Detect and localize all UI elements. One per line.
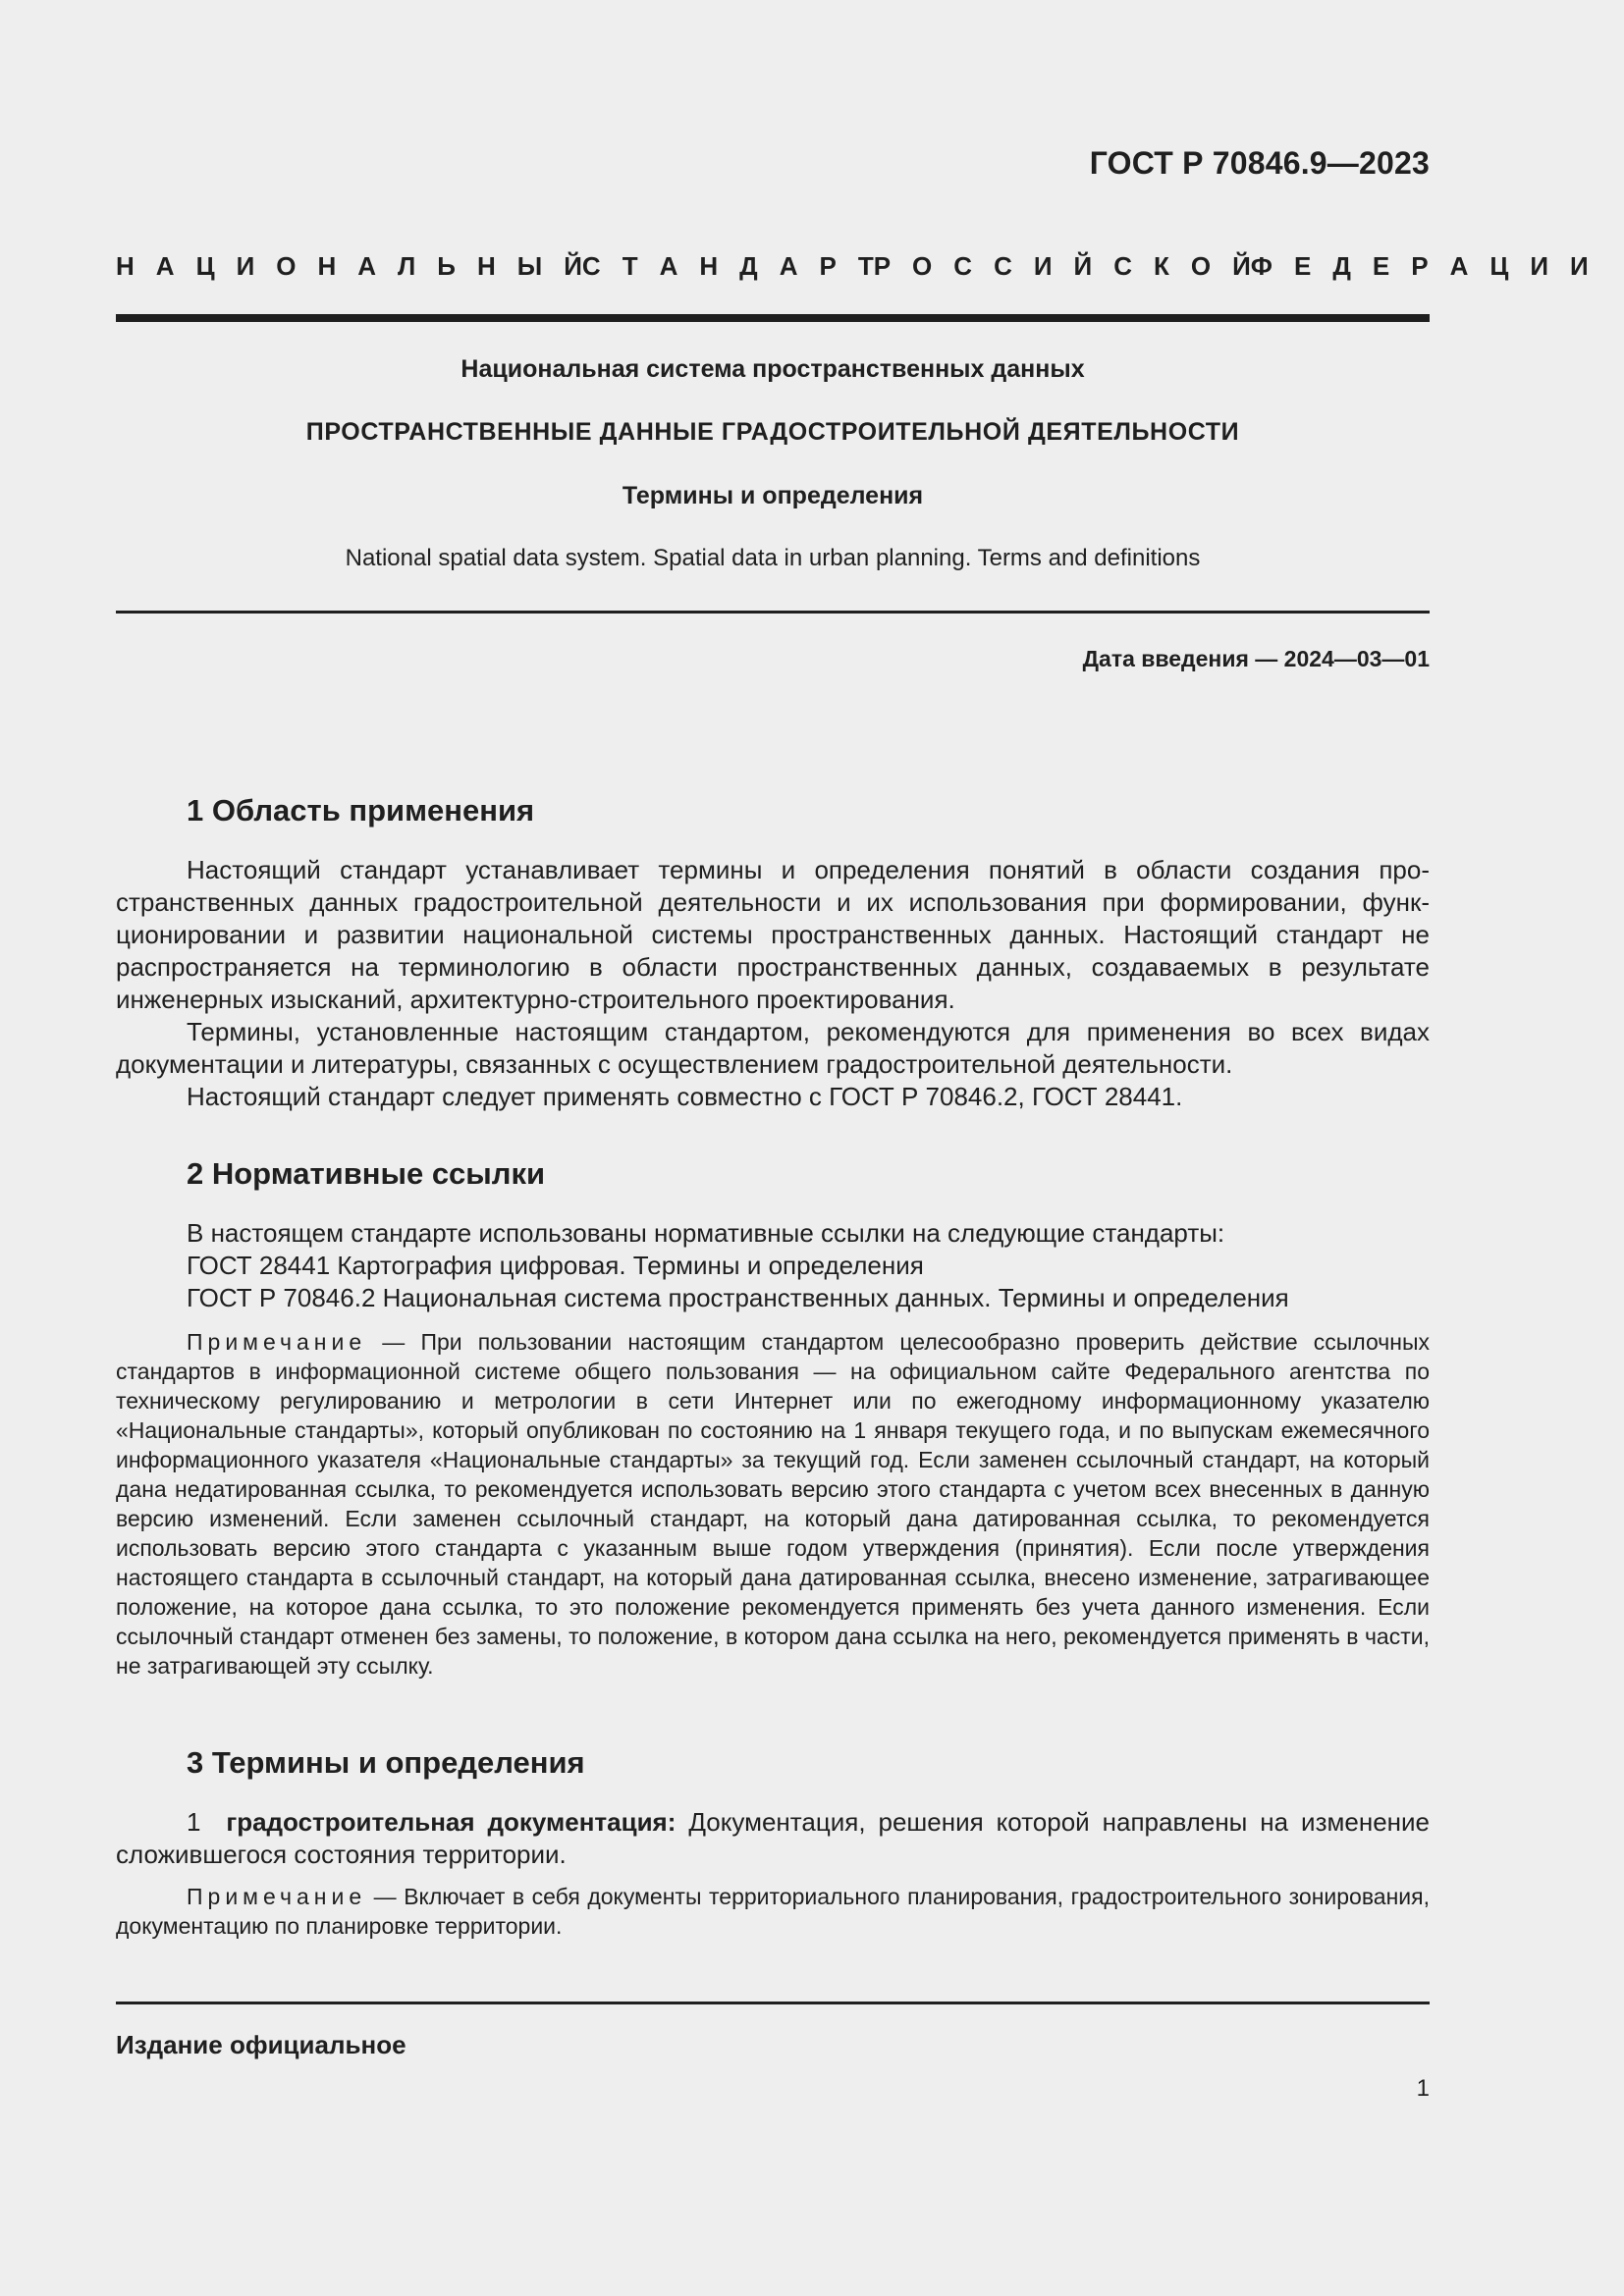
reference-line: В настоящем стандарте использованы нормативные ссылки на следующие стандарты: bbox=[187, 1218, 1225, 1248]
footer-divider bbox=[116, 2002, 1430, 2004]
section-2-note bbox=[116, 1327, 1430, 1681]
banner-word: Ф Е Д Е Р А Ц И И bbox=[1250, 251, 1589, 281]
introduction-date: Дата введения — 2024—03—01 bbox=[1082, 646, 1430, 671]
section-2-heading: 2 Нормативные ссылки bbox=[187, 1156, 546, 1191]
paragraph: Настоящий стандарт следует применять совместно с ГОСТ Р 70846.2, ГОСТ 28441. bbox=[187, 1082, 1183, 1111]
term-entry bbox=[116, 1806, 1430, 1871]
note-label: Примечание bbox=[187, 1884, 367, 1909]
system-title: Национальная система пространственных данных bbox=[460, 355, 1085, 383]
official-edition-label: Издание официальное bbox=[116, 2030, 406, 2059]
note-paragraph bbox=[116, 1882, 1430, 1941]
document-code: ГОСТ Р 70846.9—2023 bbox=[1089, 145, 1430, 181]
note-paragraph bbox=[116, 1327, 1430, 1681]
paragraph: Настоящий стандарт устанавливает термины и определения понятий в области создания пространственных данных градостроительной деятельности и их использования при формировании, функционировании и развитии национальной системы пространственных данных. Настоящий стандарт не распространяется на терминологию в области пространственных данных, создаваемых в результате инженерных изысканий, архитектурно-строительного проектирования. bbox=[116, 855, 1430, 1014]
document-page bbox=[116, 0, 1589, 2296]
section-1-heading: 1 Область применения bbox=[187, 793, 535, 828]
paragraph: Термины, установленные настоящим стандартом, рекомендуются для применения во всех видах документации и литературы, связанных с осуществлением градостроительной деятельности. bbox=[116, 1017, 1430, 1079]
section-2-body bbox=[116, 1217, 1430, 1314]
banner-word: С Т А Н Д А Р Т bbox=[581, 251, 874, 281]
banner-word: Н А Ц И О Н А Л Ь Н Ы Й bbox=[116, 251, 582, 281]
reference-line: ГОСТ 28441 Картография цифровая. Термины и определения bbox=[187, 1251, 924, 1280]
page-number: 1 bbox=[1416, 2075, 1430, 2102]
national-standard-banner bbox=[116, 251, 1589, 282]
note-text: — При пользовании настоящим стандартом целесообразно проверить действие ссылочных стандартов в информационной системе общего пользования — на официальном сайте Федерального агентства по техническому регулированию и метрологии в сети Интернет или по ежегодному информационному указателю «Национальные стандарты», который опубликован по состоянию на 1 января текущего года, и по выпускам ежемесячного информационного указателя «Национальные стандарты» за текущий год. Если заменен ссылочный стандарт, на который дана недатированная ссылка, то рекомендуется использовать версию этого стандарта с учетом всех внесенных в данную версию изменений. Если заменен ссылочный стандарт, на который дана датированная ссылка, то рекомендуется использовать версию этого стандарта с указанным выше годом утверждения (принятия). Если после утверждения настоящего стандарта в ссылочный стандарт, на который дана датированная ссылка, внесено изменение, затрагивающее положение, на которое дана ссылка, то это положение рекомендуется применять без учета данного изменения. Если ссылочный стандарт отменен без замены, то положение, в котором дана ссылка на него, рекомендуется применять в части, не затрагивающей эту ссылку. bbox=[116, 1329, 1430, 1679]
subtitle: Термины и определения bbox=[622, 482, 924, 509]
reference-line: ГОСТ Р 70846.2 Национальная система пространственных данных. Термины и определения bbox=[187, 1283, 1289, 1312]
section-3-heading: 3 Термины и определения bbox=[187, 1745, 585, 1780]
section-3-note bbox=[116, 1882, 1430, 1941]
term-definition: Документация, решения которой направлены на изменение сложившегося состояния территории. bbox=[116, 1807, 1430, 1869]
note-label: Примечание bbox=[187, 1329, 367, 1355]
header-divider bbox=[116, 314, 1430, 322]
term-number: 1 bbox=[187, 1807, 201, 1837]
english-title: National spatial data system. Spatial data in urban planning. Terms and definitions bbox=[345, 545, 1201, 571]
title-divider bbox=[116, 611, 1430, 614]
section-1-body bbox=[116, 854, 1430, 1113]
main-title: ПРОСТРАНСТВЕННЫЕ ДАННЫЕ ГРАДОСТРОИТЕЛЬНОЙ ДЕЯТЕЛЬНОСТИ bbox=[305, 418, 1240, 446]
banner-word: Р О С С И Й С К О Й bbox=[873, 251, 1251, 281]
note-text: — Включает в себя документы территориального планирования, градостроительного зонирования, документацию по планировке территории. bbox=[116, 1884, 1430, 1939]
term: градостроительная документация: bbox=[226, 1807, 677, 1837]
section-3-body bbox=[116, 1806, 1430, 1871]
